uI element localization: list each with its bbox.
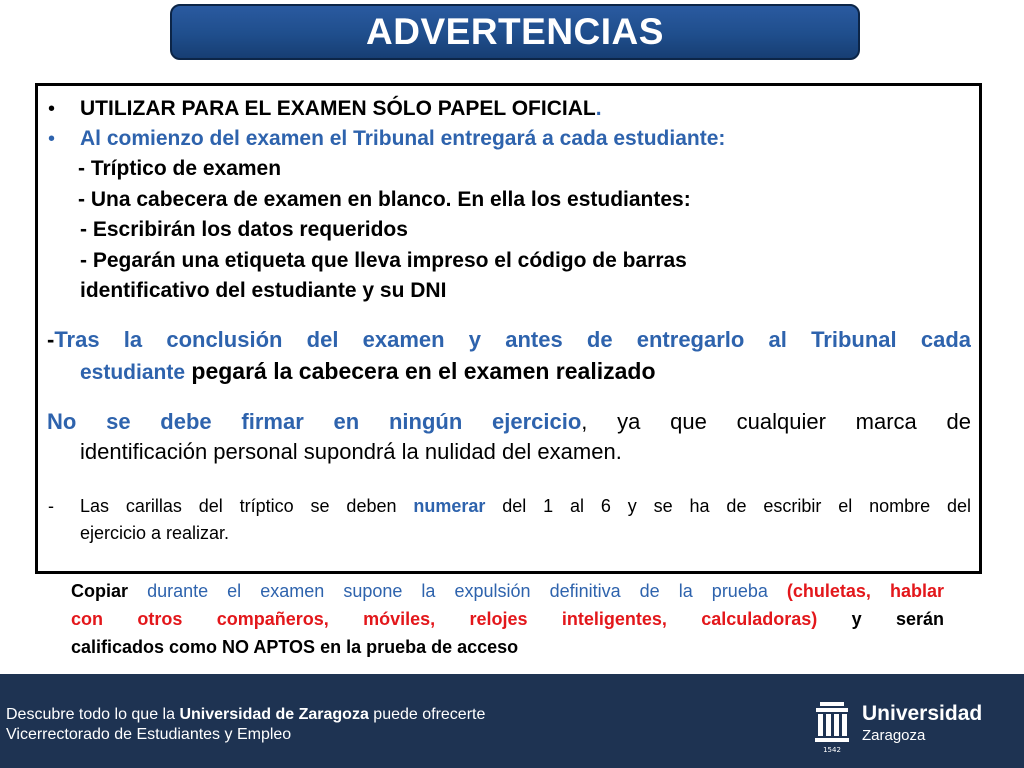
signature-line-1: No se debe firmar en ningún ejercicio, ya que cualquier marca de <box>47 409 971 434</box>
pages-line-1: Las carillas del tríptico se deben numerar del 1 al 6 y se ha de escribir el nombre del <box>80 496 971 516</box>
logo-year: 1542 <box>823 746 841 754</box>
dash-marker: - <box>48 496 54 516</box>
title-banner <box>170 4 860 60</box>
item-cabecera: - Una cabecera de examen en blanco. En ella los estudiantes: <box>78 188 691 211</box>
copy-line-2: con otros compañeros, móviles, relojes inteligentes, calculadoras) y serán <box>71 609 944 629</box>
item-datos: - Escribirán los datos requeridos <box>80 218 408 241</box>
copy-line-1: Copiar durante el examen supone la expulsión definitiva de la prueba (chuletas, hablar <box>71 581 944 601</box>
footer-department: Vicerrectorado de Estudiantes y Empleo <box>6 726 292 743</box>
footer-tagline: Descubre todo lo que la Universidad de Zaragoza puede ofrecerte <box>6 706 486 723</box>
copy-line-3: calificados como NO APTOS en la prueba de acceso <box>71 637 519 657</box>
signature-line-2: identificación personal supondrá la nulidad del examen. <box>80 439 622 464</box>
pages-line-2: ejercicio a realizar. <box>80 523 230 543</box>
item-etiqueta: - Pegarán una etiqueta que lleva impreso el código de barras <box>80 249 687 272</box>
warnings-panel <box>35 83 982 574</box>
bullet-marker: • <box>48 98 56 120</box>
page-title: ADVERTENCIAS <box>366 11 664 52</box>
item-etiqueta-cont: identificativo del estudiante y su DNI <box>80 279 447 302</box>
logo-city: Zaragoza <box>862 727 926 744</box>
university-crest-icon <box>812 702 852 754</box>
logo-name: Universidad <box>862 702 983 725</box>
conclusion-line-2: estudiante pegará la cabecera en el examen realizado <box>80 358 656 384</box>
bullet-marker: • <box>48 128 56 150</box>
conclusion-line-1: -Tras la conclusión del examen y antes de entregarlo al Tribunal cada <box>47 327 971 352</box>
footer-bar <box>0 674 1024 768</box>
university-logo[interactable] <box>812 702 997 754</box>
item-triptico: - Tríptico de examen <box>78 157 282 180</box>
warning-tribunal-delivery: Al comienzo del examen el Tribunal entregará a cada estudiante: <box>80 127 726 150</box>
warning-official-paper: UTILIZAR PARA EL EXAMEN SÓLO PAPEL OFICIAL. <box>80 97 602 120</box>
